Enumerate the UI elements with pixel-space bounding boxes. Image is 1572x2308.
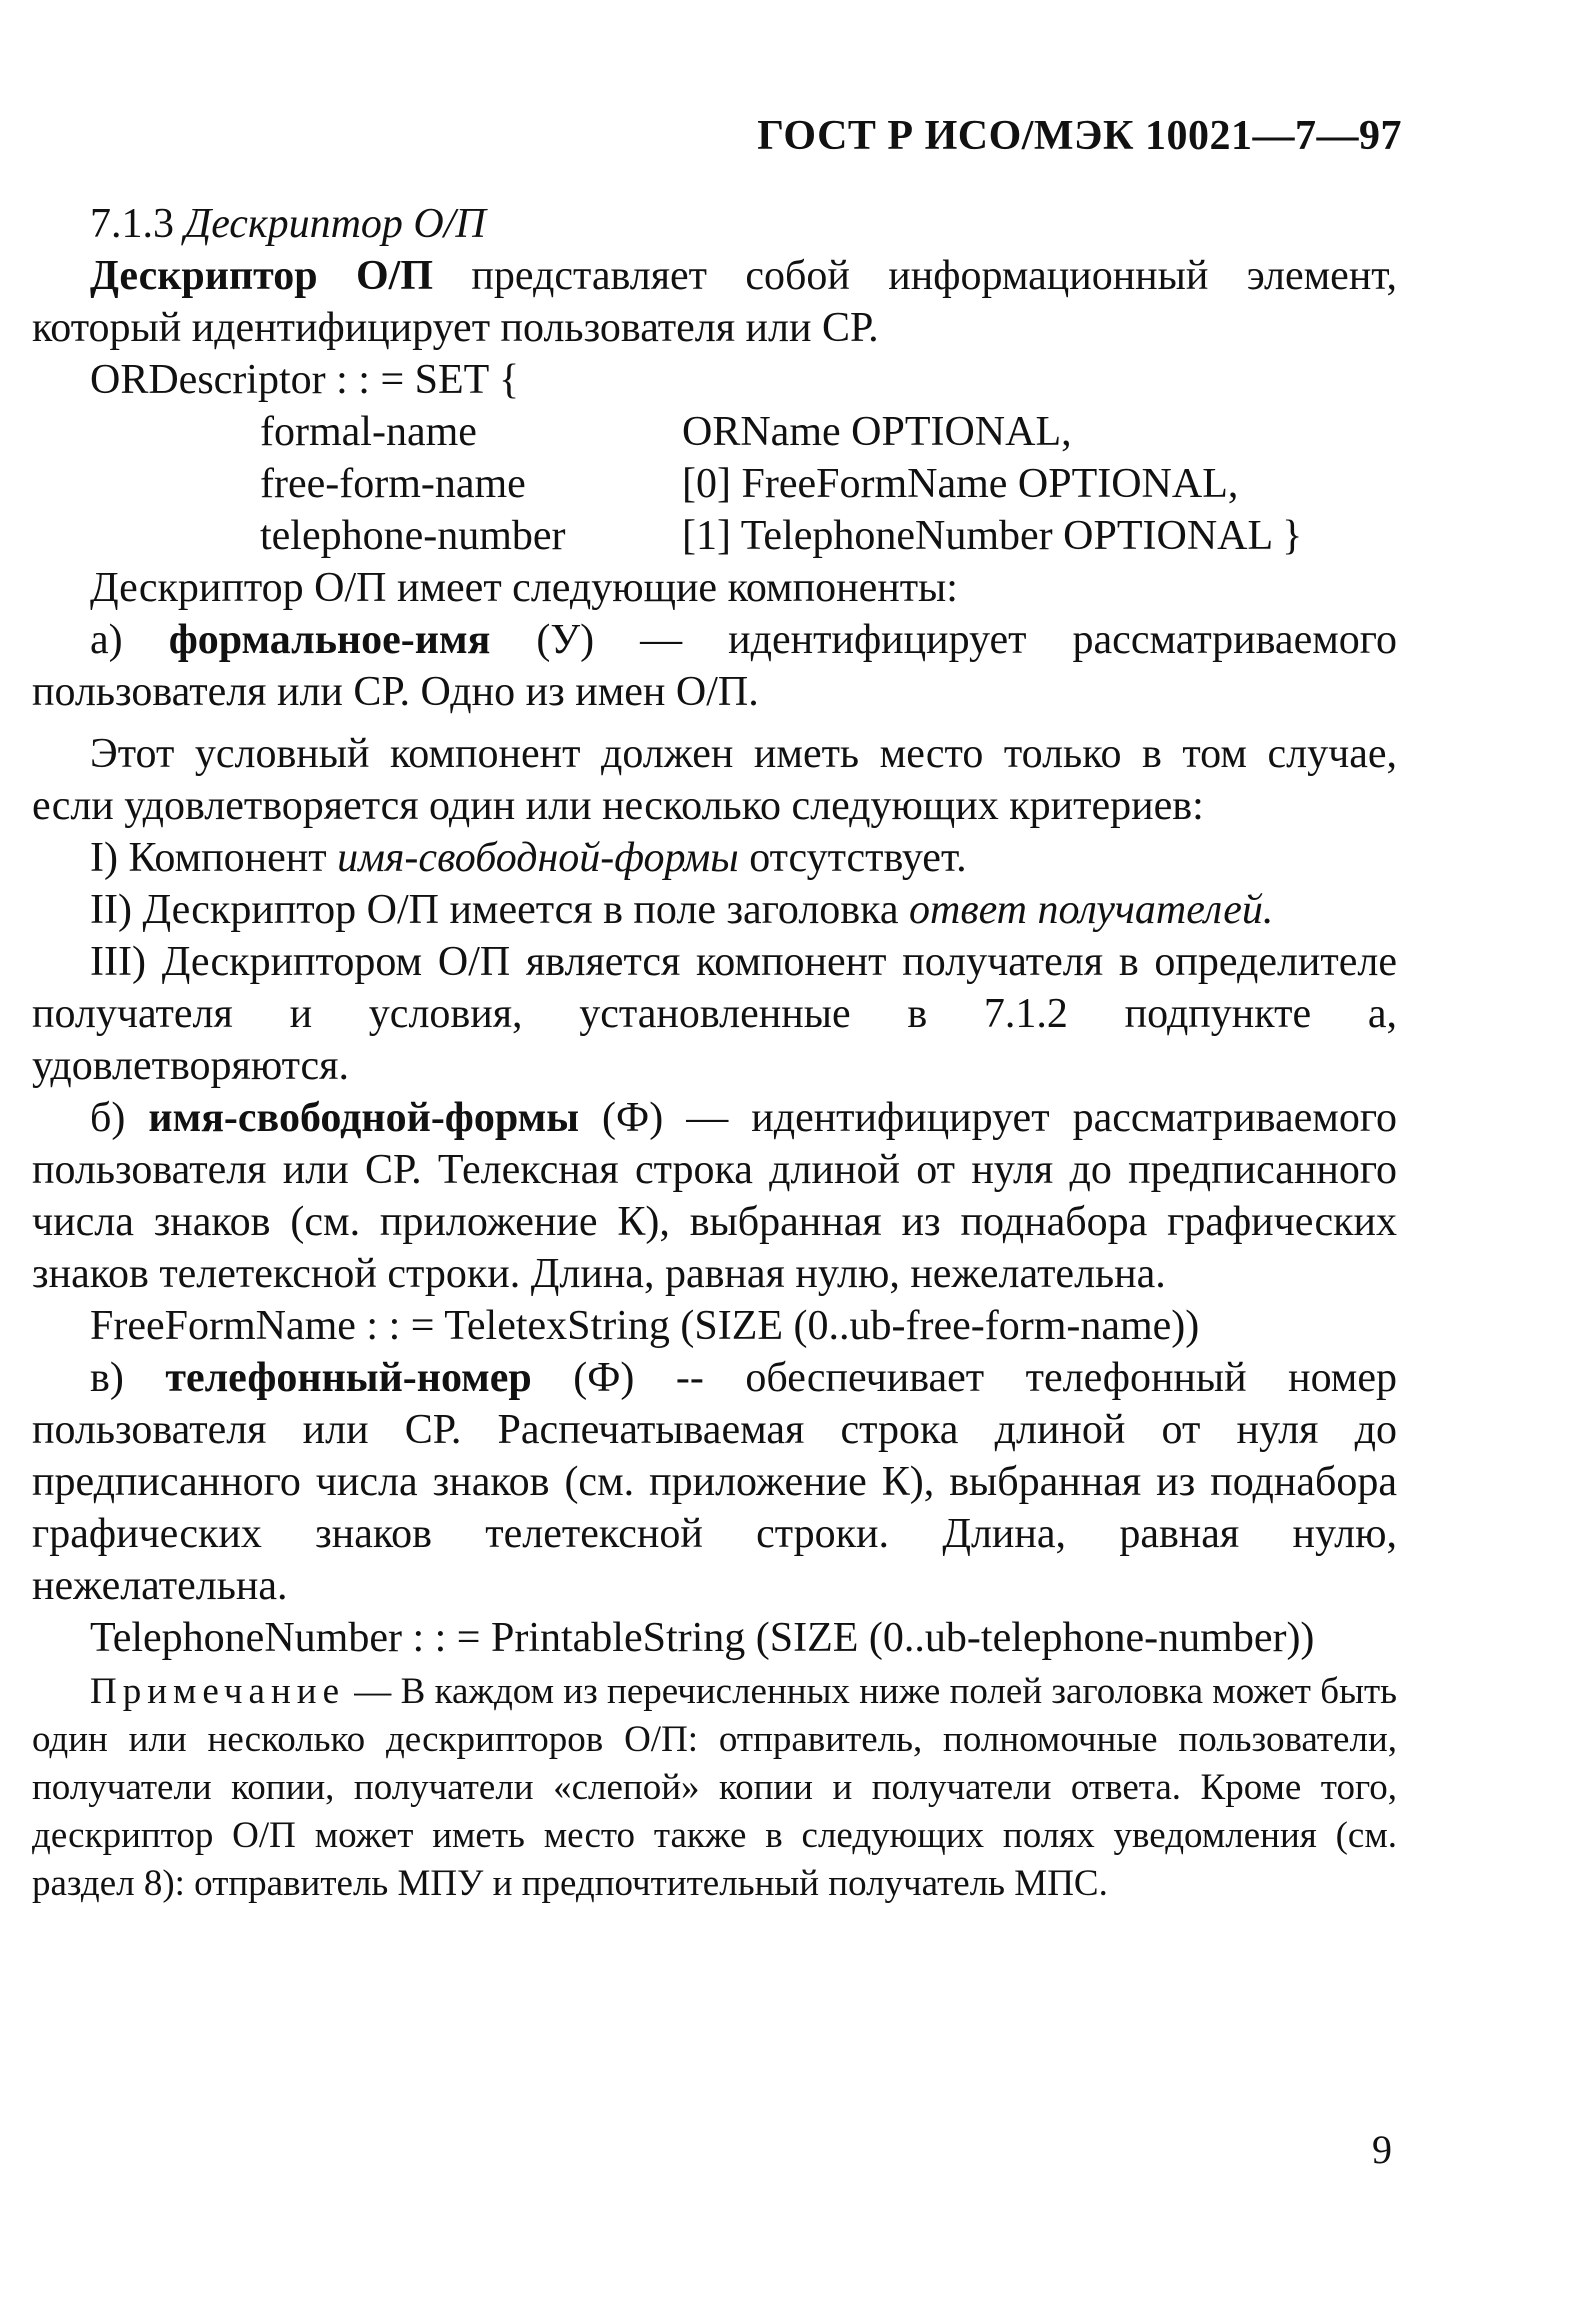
item-a-prefix: а)	[90, 617, 169, 663]
item-v-paragraph	[32, 1352, 1397, 1612]
criterion-1-suffix: отсутствует.	[738, 835, 967, 881]
asn-field-row	[32, 406, 1397, 458]
item-a-paragraph	[32, 614, 1397, 718]
freeform-declaration: FreeFormName : : = TeletexString (SIZE (0..ub-free-form-name))	[90, 1303, 1200, 1349]
criterion-3: III) Дескриптором О/П является компонент получателя в определителе получателя и условия, установленные в 7.1.2 подпункте а, удовлетворяются.	[32, 939, 1397, 1089]
page-number: 9	[1372, 2127, 1392, 2172]
note-paragraph	[32, 1668, 1397, 1908]
item-a-text: (У) — идентифицирует рассматриваемого пользователя или СР. Одно из имен О/П.	[32, 617, 1397, 715]
asn-field-type: [1] TelephoneNumber OPTIONAL }	[682, 513, 1303, 559]
item-b-paragraph	[32, 1092, 1397, 1300]
item-v-text: (Ф) -- обеспечивает телефонный номер пользователя или СР. Распечатываемая строка длиной от нуля до предписанного числа знаков (см. приложение К), выбранная из поднабора графических знаков телетексной строки. Длина, равная нулю, нежелательна.	[32, 1355, 1397, 1609]
standard-code-header: ГОСТ Р ИСО/МЭК 10021—7—97	[757, 113, 1402, 159]
criterion-1-prefix: I) Компонент	[90, 835, 338, 881]
criterion-1-emph: имя-свободной-формы	[337, 835, 739, 881]
asn-field-row	[32, 458, 1397, 510]
conditional-paragraph: Этот условный компонент должен иметь место только в том случае, если удовлетворяется один или несколько следующих критериев:	[32, 731, 1397, 829]
intro-term: Дескриптор О/П	[90, 253, 433, 299]
asn-field-type: [0] FreeFormName OPTIONAL,	[682, 461, 1239, 507]
asn-field-type: ORName OPTIONAL,	[682, 409, 1072, 455]
asn-field-name: formal-name	[260, 409, 477, 455]
asn-declaration: ORDescriptor : : = SET {	[90, 357, 520, 403]
telephone-declaration: TelephoneNumber : : = PrintableString (SIZE (0..ub-telephone-number))	[90, 1615, 1315, 1661]
asn-field-name: free-form-name	[260, 461, 526, 507]
criterion-2	[32, 884, 1397, 936]
note-label: Примечание	[90, 1671, 345, 1712]
intro-paragraph	[32, 250, 1397, 354]
asn-field-name: telephone-number	[260, 513, 566, 559]
item-a-term: формальное-имя	[168, 617, 491, 663]
intro-text: представляет собой информационный элемент, который идентифицирует пользователя или СР.	[32, 253, 1397, 351]
section-heading	[32, 198, 1397, 250]
document-body	[32, 198, 1397, 1908]
components-intro: Дескриптор О/П имеет следующие компоненты:	[90, 565, 958, 611]
criterion-2-emph: ответ получателей.	[909, 887, 1274, 933]
item-v-prefix: в)	[90, 1355, 166, 1401]
section-number: 7.1.3	[90, 201, 174, 247]
item-v-term: телефонный-номер	[165, 1355, 532, 1401]
item-b-term: имя-свободной-формы	[148, 1095, 579, 1141]
paragraph-spacer	[32, 718, 1397, 728]
asn-field-row	[32, 510, 1397, 562]
criterion-2-prefix: II) Дескриптор О/П имеется в поле заголовка	[90, 887, 910, 933]
criterion-1	[32, 832, 1397, 884]
asn-field-list	[32, 406, 1397, 562]
note-text: — В каждом из перечисленных ниже полей заголовка может быть один или несколько дескрипторов О/П: отправитель, полномочные пользователи, получатели копии, получатели «слепой» копии и получатели ответа. Кроме того, дескриптор О/П может иметь место также в следующих полях уведомления (см. раздел 8): отправитель МПУ и предпочтительный получатель МПС.	[32, 1671, 1397, 1904]
section-title: Дескриптор О/П	[184, 201, 486, 247]
item-b-text: (Ф) — идентифицирует рассматриваемого пользователя или СР. Телексная строка длиной от нуля до предписанного числа знаков (см. приложение К), выбранная из поднабора графических знаков телетексной строки. Длина, равная нулю, нежелательна.	[32, 1095, 1398, 1297]
item-b-prefix: б)	[90, 1095, 149, 1141]
